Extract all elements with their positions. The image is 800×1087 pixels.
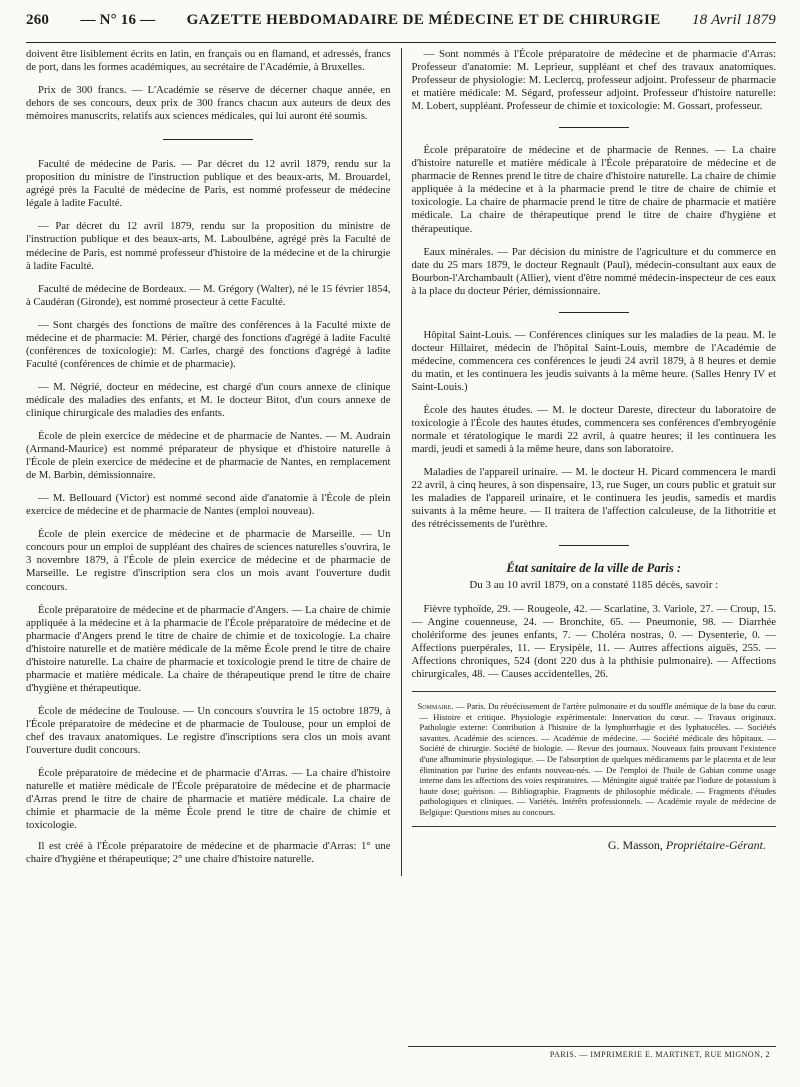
right-column xyxy=(401,48,777,876)
paragraph-arras-3: — Sont nommés à l'École préparatoire de médecine et de pharmacie d'Arras: Professeur d'anatomie: M. Leprieur, suppléant et chef des travaux anatomiques. Professeur de physiologie: M. Leclercq, professeur adjoint. Professeur de pharmacie et matière médicale: M. Ségard, professeur adjoint. Professeur d'histoire naturelle: M. Lobert, suppléant. Professeur de chimie et toxicologie: M. Gossart, professeur. xyxy=(411,48,776,113)
printer-imprint: PARIS. — IMPRIMERIE E. MARTINET, RUE MIGNON, 2 xyxy=(549,1050,770,1059)
sommaire-label: Sommaire. xyxy=(417,700,454,711)
paragraph-hopital-saint-louis: Hôpital Saint-Louis. — Conférences cliniques sur les maladies de la peau. M. le docteur Hillairet, médecin de l'hôpital Saint-Louis, membre de l'Académie de médecine, commencera ces conférences le jeudi 24 avril 1879, à 8 heures et demie du matin, et les continuera les jeudis suivants à la même heure. (Salles Henry IV et Saint-Louis.) xyxy=(411,328,776,393)
left-column xyxy=(26,48,401,876)
paragraph-nantes-2: — M. Bellouard (Victor) est nommé second aide d'anatomie à l'École de plein exercice de médecine et de pharmacie de Nantes (emploi nouveau). xyxy=(26,492,391,518)
paragraph-opening: doivent être lisiblement écrits en latin, en français ou en flamand, et adressés, francs de port, dans les formes académiques, au secrétaire de l'Académie, à Bruxelles. xyxy=(26,48,391,74)
paragraph-appareil-urinaire: Maladies de l'appareil urinaire. — M. le docteur H. Picard commencera le mardi 22 avril, à cinq heures, à son dispensaire, 13, rue Suger, un cours public et gratuit sur les maladies de l'appareil urinaire, et le continuera les jeudis, samedis et mardis suivants à la même heure. — Il traitera de l'affection calculeuse, de la lithotritie et des rétrécissements de l'urèthre. xyxy=(411,466,776,531)
etat-sanitaire-body: Fièvre typhoïde, 29. — Rougeole, 42. — Scarlatine, 3. Variole, 27. — Croup, 15. — Angine couenneuse, 24. — Bronchite, 65. — Pneumonie, 98. — Diarrhée cholériforme des jeunes enfants, 7. — Choléra nostras, 0. — Dysenterie, 0. — Affections puerpérales, 11. — Erysipèle, 11. — Autres affections aiguës, 255. — Affections chroniques, 524 (dont 220 dus à la phthisie pulmonaire). — Affections chirurgicales, 48. — Causes accidentelles, 26. xyxy=(411,603,776,681)
signature-rule xyxy=(412,826,777,827)
paragraph-marseille: École de plein exercice de médecine et de pharmacie de Marseille. — Un concours pour un emploi de suppléant des chaires de sciences naturelles s'ouvrira, le 3 novembre 1879, à l'École de plein exercice de médecine et de pharmacie de Marseille. Le registre d'inscription sera clos un mois avant l'ouverture dudit concours. xyxy=(26,528,391,593)
paragraph-nantes-1: École de plein exercice de médecine et de pharmacie de Nantes. — M. Audrain (Armand-Maurice) est nommé préparateur de physique et d'histoire naturelle à l'École de plein exercice de médecine et de pharmacie de Nantes, en remplacement de M. Barbin, démissionnaire. xyxy=(26,430,391,482)
paragraph-faculte-paris-1: Faculté de médecine de Paris. — Par décret du 12 avril 1879, rendu sur la proposition du ministre de l'instruction publique et des beaux-arts, M. Brouardel, agrégé près la Faculté de médecine de Paris, est nommé professeur de médecine légale à ladite Faculté. xyxy=(26,158,391,210)
etat-sanitaire-title: État sanitaire de la ville de Paris : xyxy=(506,561,682,576)
columns xyxy=(26,48,776,876)
journal-title: GAZETTE HEBDOMADAIRE DE MÉDECINE ET DE CHIRURGIE xyxy=(186,12,661,28)
paragraph-toulouse: École de médecine de Toulouse. — Un concours s'ouvrira le 15 octobre 1879, à l'École préparatoire de médecine et de pharmacie de Toulouse, pour un emploi de chef des travaux anatomiques. Le registre d'inscriptions sera clos un mois avant l'ouverture dudit concours. xyxy=(26,704,391,757)
signature-role: Propriétaire-Gérant. xyxy=(665,838,766,852)
paragraph-faculte-bordeaux-3: — M. Négrié, docteur en médecine, est chargé d'un cours annexe de clinique médicale des maladies des enfants, et M. le docteur Bitot, d'un cours annexe de clinique chirurgicale des maladies des enfants. xyxy=(26,380,391,419)
section-divider xyxy=(163,139,253,140)
page-number: 260 xyxy=(26,12,50,28)
page-header xyxy=(26,0,776,42)
header-rule xyxy=(26,42,776,43)
paragraph-rennes: École préparatoire de médecine et de pharmacie de Rennes. — La chaire d'histoire naturelle et matière médicale à l'École préparatoire de médecine et de pharmacie de Rennes prend le titre de chaire d'histoire naturelle. La chaire de chimie appliquée à la médecine et à la pharmacie prend le titre de chaire de chimie et toxicologie. La chaire de pharmacie prend le titre de chaire de pharmacie et matière médicale. La chaire de thérapeutique prend le titre de chaire d'hygiène et thérapeutique. xyxy=(411,144,776,235)
signature xyxy=(412,839,767,852)
signature-name: G. Masson, xyxy=(607,838,663,852)
issue-date: 18 Avril 1879 xyxy=(691,12,776,28)
section-divider xyxy=(559,127,629,128)
paragraph-faculte-bordeaux-1: Faculté de médecine de Bordeaux. — M. Grégory (Walter), né le 15 février 1854, à Caudéran (Gironde), est nommé prosecteur à cette Faculté. xyxy=(26,282,391,308)
sommaire-text: — Paris. Du rétrécissement de l'artère pulmonaire et du souffle anémique de la base du cœur. — Histoire et critique. Physiologie expérimentale: Innervation du cœur. — Travaux originaux. Pathologie externe: Contribution à l'histoire de la lymphorrhagie et des lyphatocèles. — Sociétés savantes. Académie des sciences. — Académie de médecine. — Société médicale des hôpitaux. — Société de chirurgie. Société de biologie. — Revue des journaux. Nouveaux faits prouvant l'existence d'une albuminurie physiologique. — De l'absorption de quelques médicaments par le placenta et de leur élimination par l'urine des enfants nouveau-nés. — De l'emploi de l'huile de Gabian comme usage interne dans les affections des voies respiratoires. — Méningite aiguë traitée par l'iodure de potassium à haute dose; guérison. — Bibliographie. Fragments de philosophie médicale. — Fragments d'études pathologiques et cliniques. — Variétés. Intérêts professionnels. — Académie royale de médecine de Belgique: Questions mises au concours. xyxy=(419,700,777,817)
paragraph-prix: Prix de 300 francs. — L'Académie se réserve de décerner chaque année, en dehors de ses concours, deux prix de 300 francs chacun aux auteurs de deux des mémoires manuscrits, relatifs aux sciences médicales, qui lui auront été soumis. xyxy=(26,84,391,123)
sommaire xyxy=(412,701,777,818)
paragraph-angers: École préparatoire de médecine et de pharmacie d'Angers. — La chaire de chimie appliquée à la médecine et à la pharmacie de l'École préparatoire de médecine et de pharmacie d'Angers prend le titre de chaire de chimie et de toxicologie. La chaire d'histoire naturelle et de matière médicale de la même École prend le titre de chaire d'histoire naturelle. La chaire de pharmacie et toxicologie prend le titre de chaire de pharmacie et matière médicale. La chaire de thérapeutique prend le titre de chaire d'hygiène et thérapeutique. xyxy=(26,603,391,694)
section-divider xyxy=(559,312,629,313)
paragraph-faculte-bordeaux-2: — Sont chargés des fonctions de maître des conférences à la Faculté mixte de médecine et de pharmacie: M. Périer, chargé des fonctions d'agrégé à ladite Faculté (conférences de toxicologie): M. Carles, chargé des fonctions d'agrégé à ladite Faculté (conférences de chimie et de pharmacie). xyxy=(26,318,391,370)
paragraph-arras-2: Il est créé à l'École préparatoire de médecine et de pharmacie d'Arras: 1° une chaire d'hygiène et thérapeutique; 2° une chaire d'histoire naturelle. xyxy=(26,840,391,866)
paragraph-faculte-paris-2: — Par décret du 12 avril 1879, rendu sur la proposition du ministre de l'instruction publique et des beaux-arts, M. Laboulbène, agrégé près la Faculté de médecine de Paris, est nommé professeur d'histoire de la médecine et de la chirurgie à ladite Faculté. xyxy=(26,220,391,272)
sommaire-rule xyxy=(412,691,777,692)
paragraph-arras-1: École préparatoire de médecine et de pharmacie d'Arras. — La chaire d'histoire naturelle et matière médicale de l'École préparatoire de médecine et de pharmacie d'Arras prend le titre de chaire de pharmacie et matière médicale. La chaire de chimie et pharmacie de la même École prend le titre de chaire de chimie et toxicologie. xyxy=(26,767,391,832)
section-divider xyxy=(559,545,629,546)
paragraph-eaux-minerales: Eaux minérales. — Par décision du ministre de l'agriculture et du commerce en date du 25 mars 1879, le docteur Regnault (Paul), médecin-consultant aux eaux de Bourbon-l'Archambault (Allier), vient d'être nommé médecin-inspecteur de ces eaux à la place du docteur Périer, démissionnaire. xyxy=(411,245,776,297)
imprint-rule xyxy=(408,1046,776,1047)
etat-sanitaire-subtitle: Du 3 au 10 avril 1879, on a constaté 1185 décès, savoir : xyxy=(469,579,719,592)
issue-number: — N° 16 — xyxy=(80,12,156,28)
paragraph-hautes-etudes: École des hautes études. — M. le docteur Dareste, directeur du laboratoire de toxicologie à l'École des hautes études, commencera ses conférences d'embryogénie normale et tératologique le mardi 22 avril, à quatre heures; il les continuera les mardi, jeudi et samedi à la même heure, dans son laboratoire. xyxy=(411,403,776,456)
